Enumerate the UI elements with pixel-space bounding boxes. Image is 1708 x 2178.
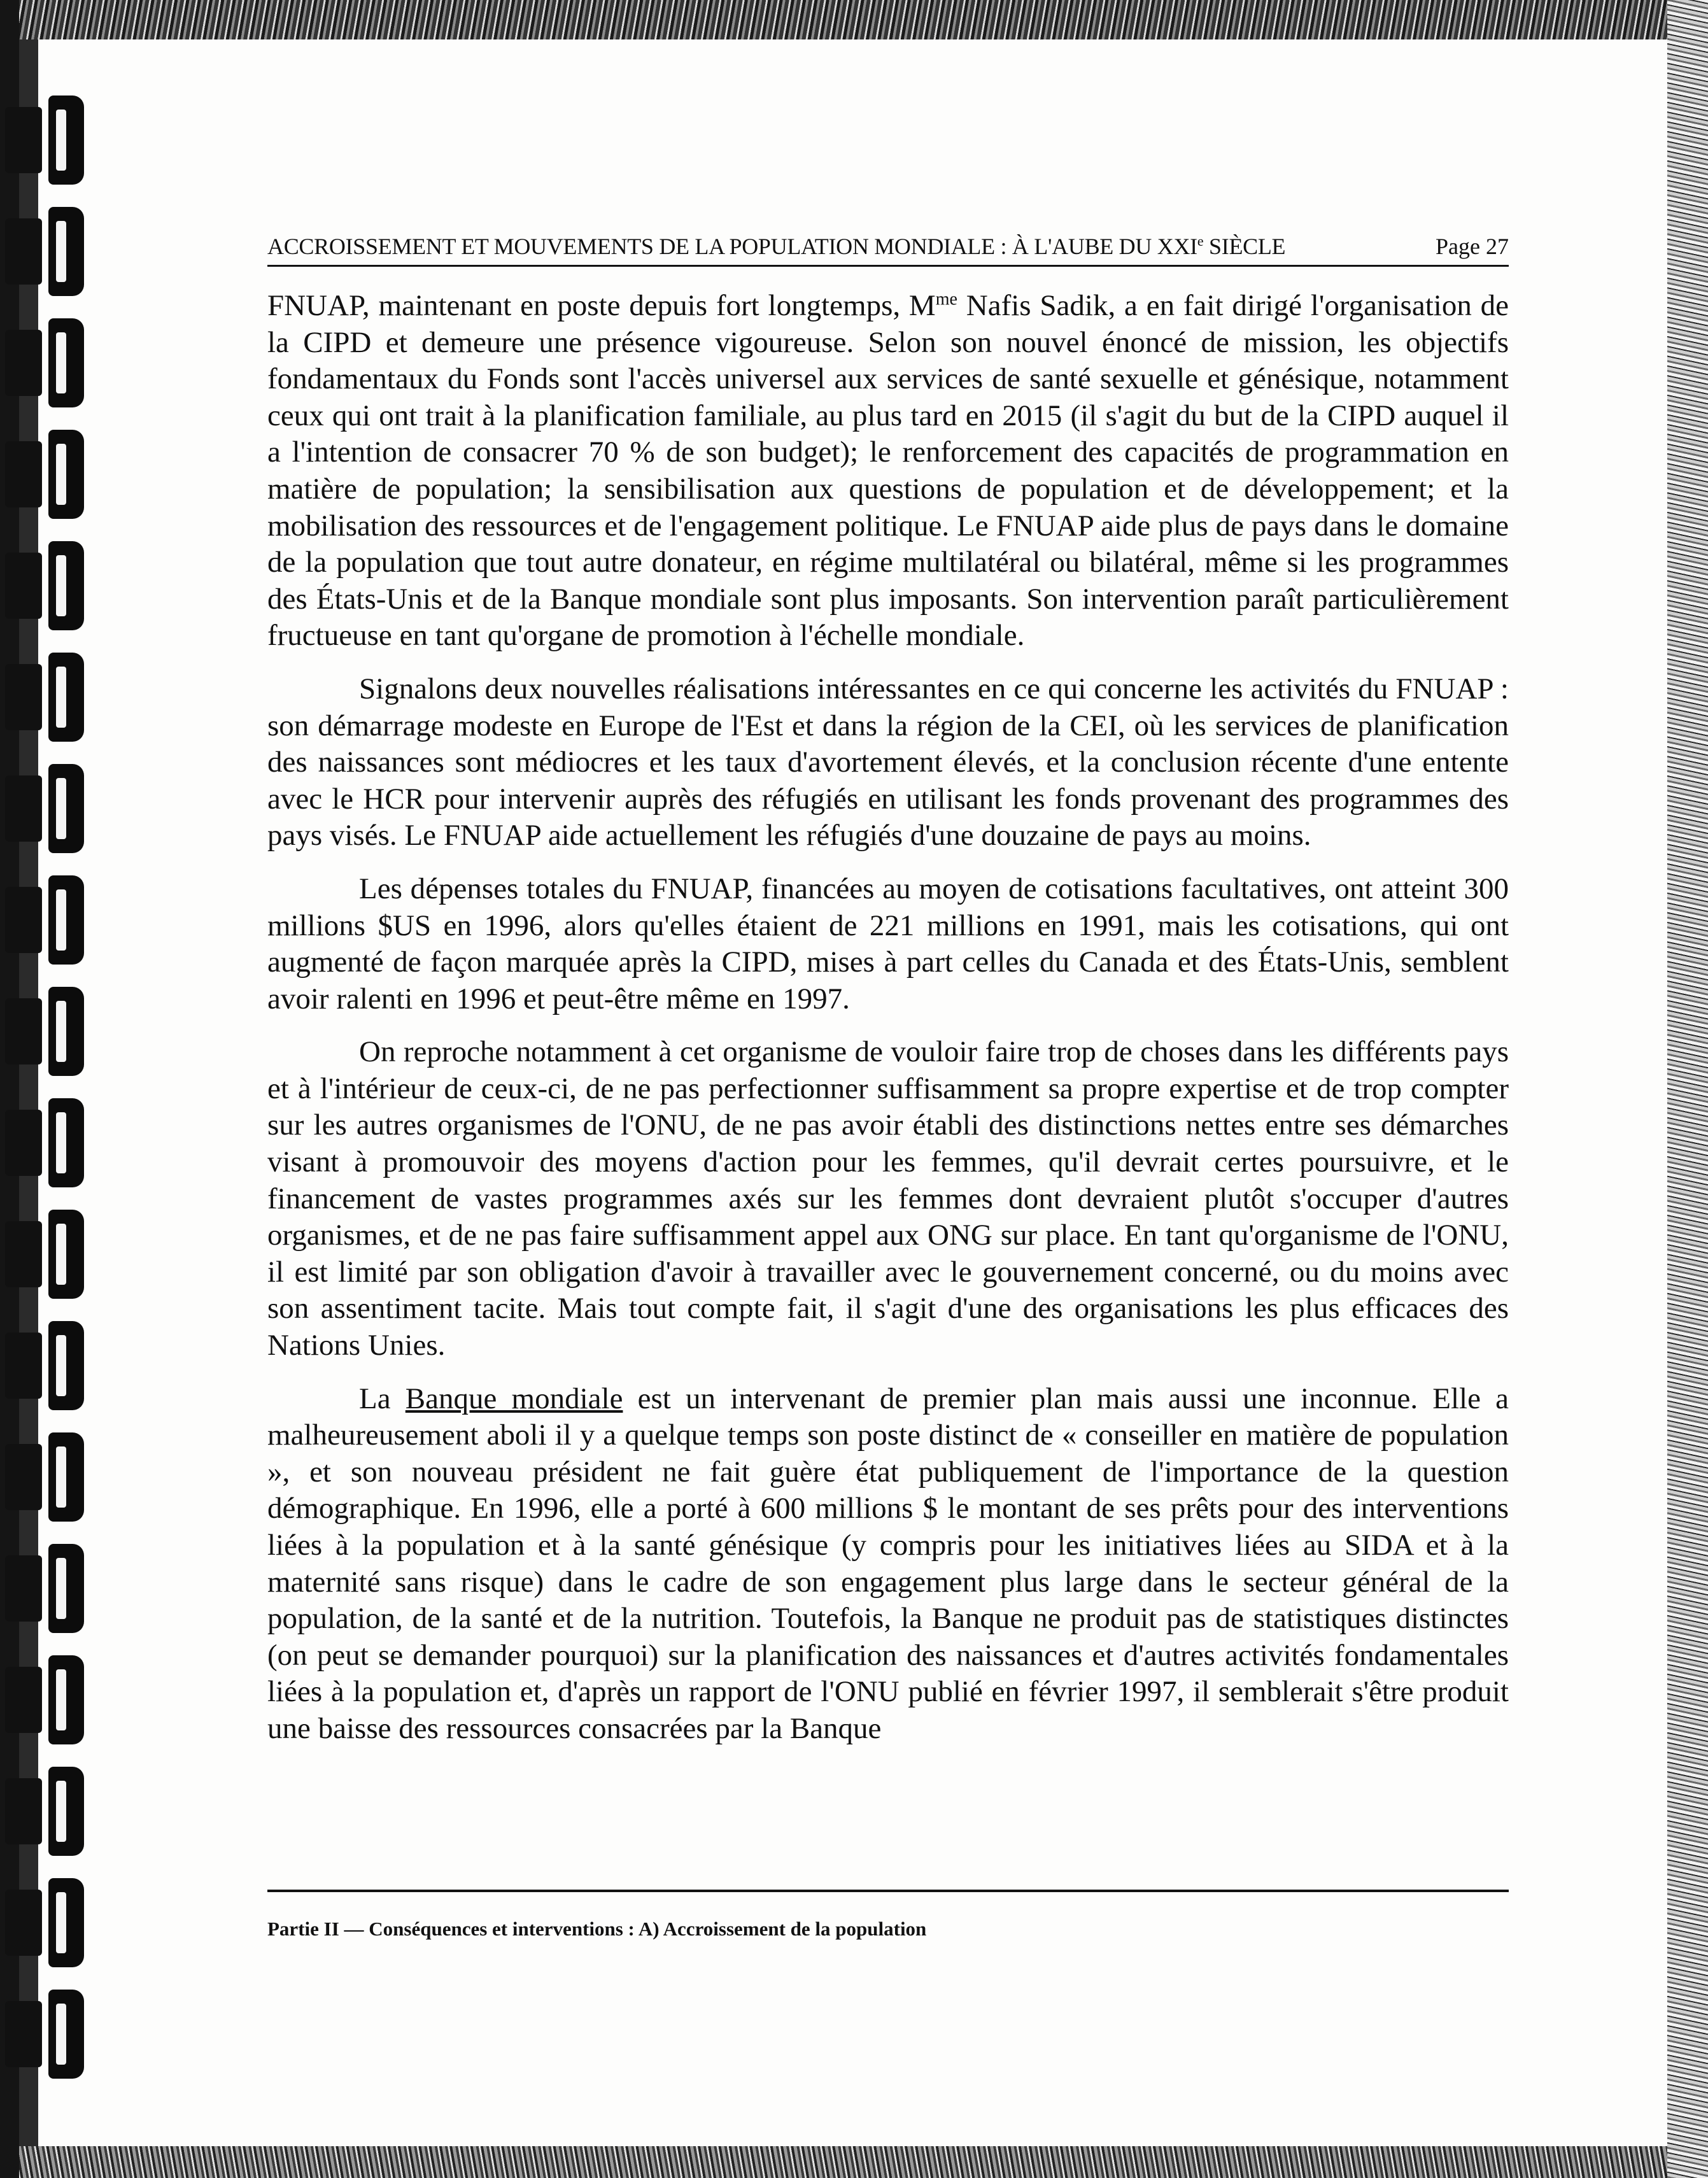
binding-ring xyxy=(5,987,89,1076)
running-title-superscript: e xyxy=(1197,233,1204,249)
paragraph-1-text-start: FNUAP, maintenant en poste depuis fort longtemps, M xyxy=(267,289,936,322)
paragraph-5-lead: La xyxy=(359,1382,406,1415)
binding-ring xyxy=(5,1990,89,2079)
body-text xyxy=(267,288,1509,1764)
paragraph-3: Les dépenses totales du FNUAP, financées au moyen de cotisations facultatives, ont atteint 300 millions $US en 1996, alors qu'elles étaient de 221 millions en 1991, mais les cotisations, qui ont augmenté de façon marquée après la CIPD, mises à part celles du Canada et des États-Unis, semblent avoir ralenti en 1996 et peut-être même en 1997. xyxy=(267,872,1509,1015)
paragraph-5-text: est un intervenant de premier plan mais aussi une inconnue. Elle a malheureusement aboli il y a quelque temps son poste distinct de « conseiller en matière de population », et son nouveau président ne fait guère état publiquement de l'importance de la question démographique. En 1996, elle a porté à 600 millions $ le montant de ses prêts pour des interventions liées à la population et à la santé génésique (y compris pour les initiatives liées au SIDA et à la maternité sans risque) dans le cadre de son engagement plus large dans le secteur général de la population, de la santé et de la nutrition. Toutefois, la Banque ne produit pas de statistiques distinctes (on peut se demander pourquoi) sur la planification des naissances et d'autres activités fondamentales liées à la population et, d'après un rapport de l'ONU publié en février 1997, il semblerait s'être produit une baisse des ressources consacrées par la Banque xyxy=(267,1382,1509,1745)
paragraph-2: Signalons deux nouvelles réalisations intéressantes en ce qui concerne les activités du FNUAP : son démarrage modeste en Europe de l'Est et dans la région de la CEI, où les services de planification des naissances sont médiocres et les taux d'avortement élevés, et la conclusion récente d'une entente avec le HCR pour intervenir auprès des réfugiés en utilisant les fonds provenant des programmes des pays visés. Le FNUAP aide actuellement les réfugiés d'une douzaine de pays au moins. xyxy=(267,672,1509,852)
binding-ring xyxy=(5,1210,89,1299)
title-superscript: me xyxy=(935,289,957,309)
binding-ring xyxy=(5,1432,89,1522)
paragraph-4: On reproche notamment à cet organisme de vouloir faire trop de choses dans les différents pays et à l'intérieur de ceux-ci, de ne pas perfectionner suffisamment sa propre expertise et de trop compter sur les autres organismes de l'ONU, de ne pas avoir établi des distinctions nettes entre ses démarches visant à promouvoir des moyens d'action pour les femmes, qu'il devrait certes poursuivre, et le financement de vastes programmes axés sur les femmes dont devraient plutôt s'occuper d'autres organismes, et de ne pas faire suffisamment appel aux ONG sur place. En tant qu'organisme de l'ONU, il est limité par son obligation d'avoir à travailler avec le gouvernement concerné, ou du moins avec son assentiment tacite. Mais tout compte fait, il s'agit d'une des organisations les plus efficaces des Nations Unies. xyxy=(267,1035,1509,1362)
binding-ring xyxy=(5,875,89,965)
paragraph-1 xyxy=(267,288,1509,654)
footer-rule xyxy=(267,1890,1509,1892)
scan-edge-top xyxy=(0,0,1708,39)
binding-ring xyxy=(5,1098,89,1187)
running-title-text: ACCROISSEMENT ET MOUVEMENTS DE LA POPULATION MONDIALE : À L'AUBE DU XXI xyxy=(267,234,1197,259)
header-rule xyxy=(267,265,1509,267)
binding-ring xyxy=(5,430,89,519)
page-number: Page 27 xyxy=(1436,234,1509,259)
banque-mondiale-underlined: Banque mondiale xyxy=(405,1382,623,1415)
binding-ring xyxy=(5,318,89,407)
paragraph-5 xyxy=(267,1381,1509,1748)
footer-text: Partie II — Conséquences et interventions : A) Accroissement de la population xyxy=(267,1918,927,1940)
binding-ring xyxy=(5,1544,89,1633)
binding-ring xyxy=(5,653,89,742)
running-header xyxy=(267,233,1509,267)
binding-ring xyxy=(5,764,89,853)
binding-ring xyxy=(5,1655,89,1744)
scan-edge-bottom xyxy=(0,2146,1708,2178)
spiral-binding xyxy=(0,0,95,2178)
running-title xyxy=(267,233,1285,260)
binding-ring xyxy=(5,541,89,630)
running-title-suffix: SIÈCLE xyxy=(1203,234,1286,259)
binding-ring xyxy=(5,1321,89,1410)
binding-ring xyxy=(5,95,89,185)
binding-ring xyxy=(5,1767,89,1856)
binding-ring xyxy=(5,207,89,296)
paragraph-1-text-rest: Nafis Sadik, a en fait dirigé l'organisation de la CIPD et demeure une présence vigoureuse. Selon son nouvel énoncé de mission, les objectifs fondamentaux du Fonds sont l'accès universel aux services de santé sexuelle et génésique, notamment ceux qui ont trait à la planification familiale, au plus tard en 2015 (il s'agit du but de la CIPD auquel il a l'intention de consacrer 70 % de son budget); le renforcement des capacités de programmation en matière de population; la sensibilisation aux questions de population et de développement; et la mobilisation des ressources et de l'engagement politique. Le FNUAP aide plus de pays dans le domaine de la population que tout autre donateur, en régime multilatéral ou bilatéral, même si les programmes des États-Unis et de la Banque mondiale sont plus imposants. Son intervention paraît particulièrement fructueuse en tant qu'organe de promotion à l'échelle mondiale. xyxy=(267,289,1509,653)
binding-ring xyxy=(5,1878,89,1967)
scan-edge-right xyxy=(1667,0,1708,2178)
